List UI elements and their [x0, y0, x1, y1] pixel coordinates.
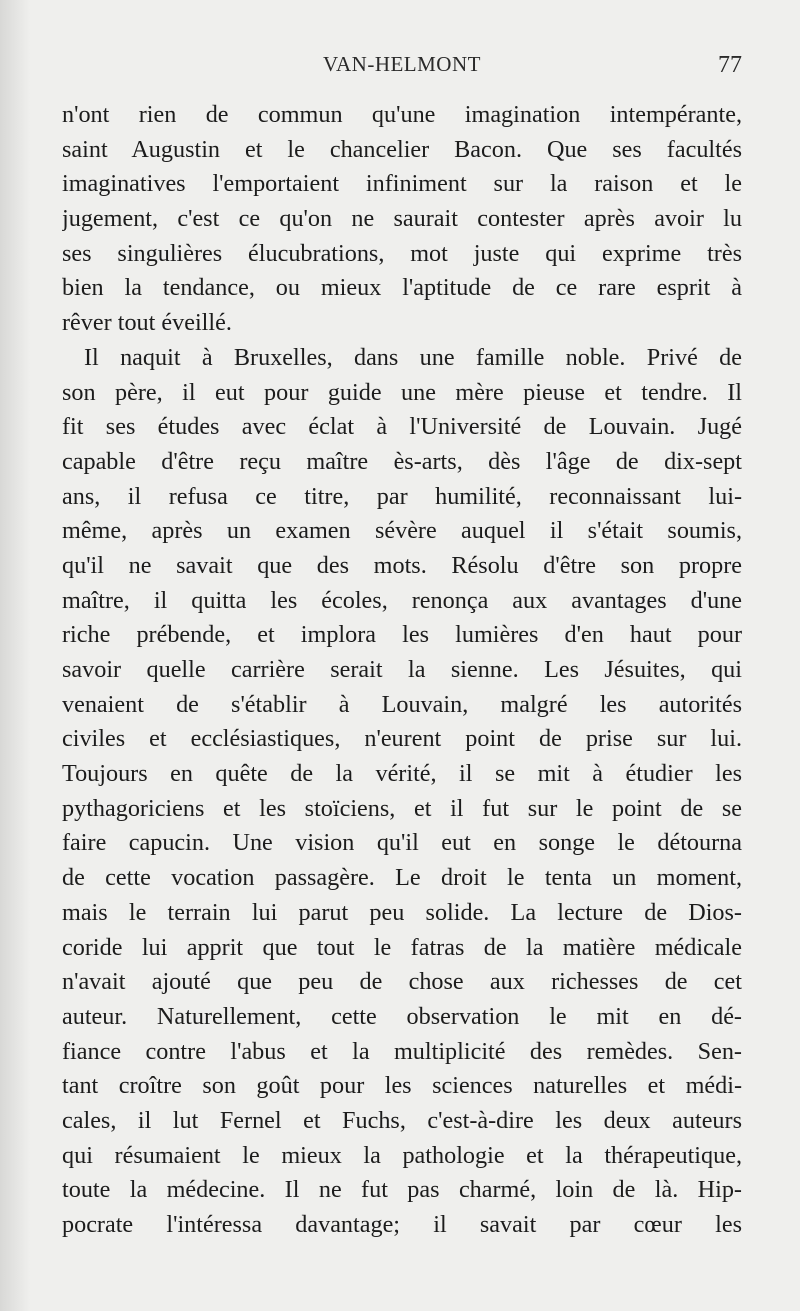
text-line: tant croître son goût pour les sciences naturelles et médi- [62, 1072, 742, 1100]
text-line: riche prébende, et implora les lumières d'en haut pour [62, 621, 742, 649]
text-line: même, après un examen sévère auquel il s'était soumis, [62, 517, 742, 545]
body-text [62, 98, 742, 1243]
text-line: Toujours en quête de la vérité, il se mit à étudier les [62, 760, 742, 788]
text-line: saint Augustin et le chancelier Bacon. Que ses facultés [62, 135, 742, 163]
page-gutter-shadow [0, 0, 30, 1311]
text-line: savoir quelle carrière serait la sienne. Les Jésuites, qui [62, 656, 742, 683]
text-line: ses singulières élucubrations, mot juste qui exprime très [62, 239, 742, 267]
text-line: pocrate l'intéressa davantage; il savait par cœur les [62, 1211, 742, 1238]
text-line: venaient de s'établir à Louvain, malgré les autorités [62, 690, 742, 718]
text-line: de cette vocation passagère. Le droit le tenta un moment, [62, 864, 742, 892]
paragraph-1 [62, 98, 742, 341]
text-line: civiles et ecclésiastiques, n'eurent point de prise sur lui. [62, 725, 742, 753]
text-line: mais le terrain lui parut peu solide. La lecture de Dios- [62, 898, 742, 926]
text-line: fit ses études avec éclat à l'Université de Louvain. Jugé [62, 413, 742, 441]
text-line: maître, il quitta les écoles, renonça aux avantages d'une [62, 586, 742, 614]
text-line: qui résumaient le mieux la pathologie et la thérapeutique, [62, 1141, 742, 1169]
text-line: rêver tout éveillé. [62, 309, 232, 337]
page-number: 77 [718, 52, 742, 78]
text-line: auteur. Naturellement, cette observation le mit en dé- [62, 1002, 742, 1030]
text-line: toute la médecine. Il ne fut pas charmé, loin de là. Hip- [62, 1176, 742, 1204]
text-line: n'ont rien de commun qu'une imagination intempérante, [62, 101, 742, 128]
text-line: faire capucin. Une vision qu'il eut en songe le détourna [62, 829, 742, 857]
page-header [62, 52, 742, 82]
text-line: imaginatives l'emportaient infiniment sur la raison et le [62, 170, 742, 198]
text-line: fiance contre l'abus et la multiplicité des remèdes. Sen- [62, 1037, 742, 1065]
text-line: n'avait ajouté que peu de chose aux richesses de cet [62, 968, 742, 996]
text-line: son père, il eut pour guide une mère pieuse et tendre. Il [62, 378, 742, 406]
running-head: VAN-HELMONT [323, 52, 481, 76]
text-line: bien la tendance, ou mieux l'aptitude de ce rare esprit à [62, 274, 742, 302]
text-line: jugement, c'est ce qu'on ne saurait contester après avoir lu [62, 205, 742, 233]
paragraph-2 [62, 341, 742, 1243]
text-line: qu'il ne savait que des mots. Résolu d'être son propre [62, 551, 742, 579]
text-line: ans, il refusa ce titre, par humilité, reconnaissant lui- [62, 482, 742, 510]
text-line: capable d'être reçu maître ès-arts, dès l'âge de dix-sept [62, 447, 742, 475]
text-line: cales, il lut Fernel et Fuchs, c'est-à-dire les deux auteurs [62, 1106, 742, 1134]
text-line: coride lui apprit que tout le fatras de la matière médicale [62, 933, 742, 961]
text-line: pythagoriciens et les stoïciens, et il fut sur le point de se [62, 794, 742, 822]
text-line: Il naquit à Bruxelles, dans une famille noble. Privé de [84, 343, 742, 371]
